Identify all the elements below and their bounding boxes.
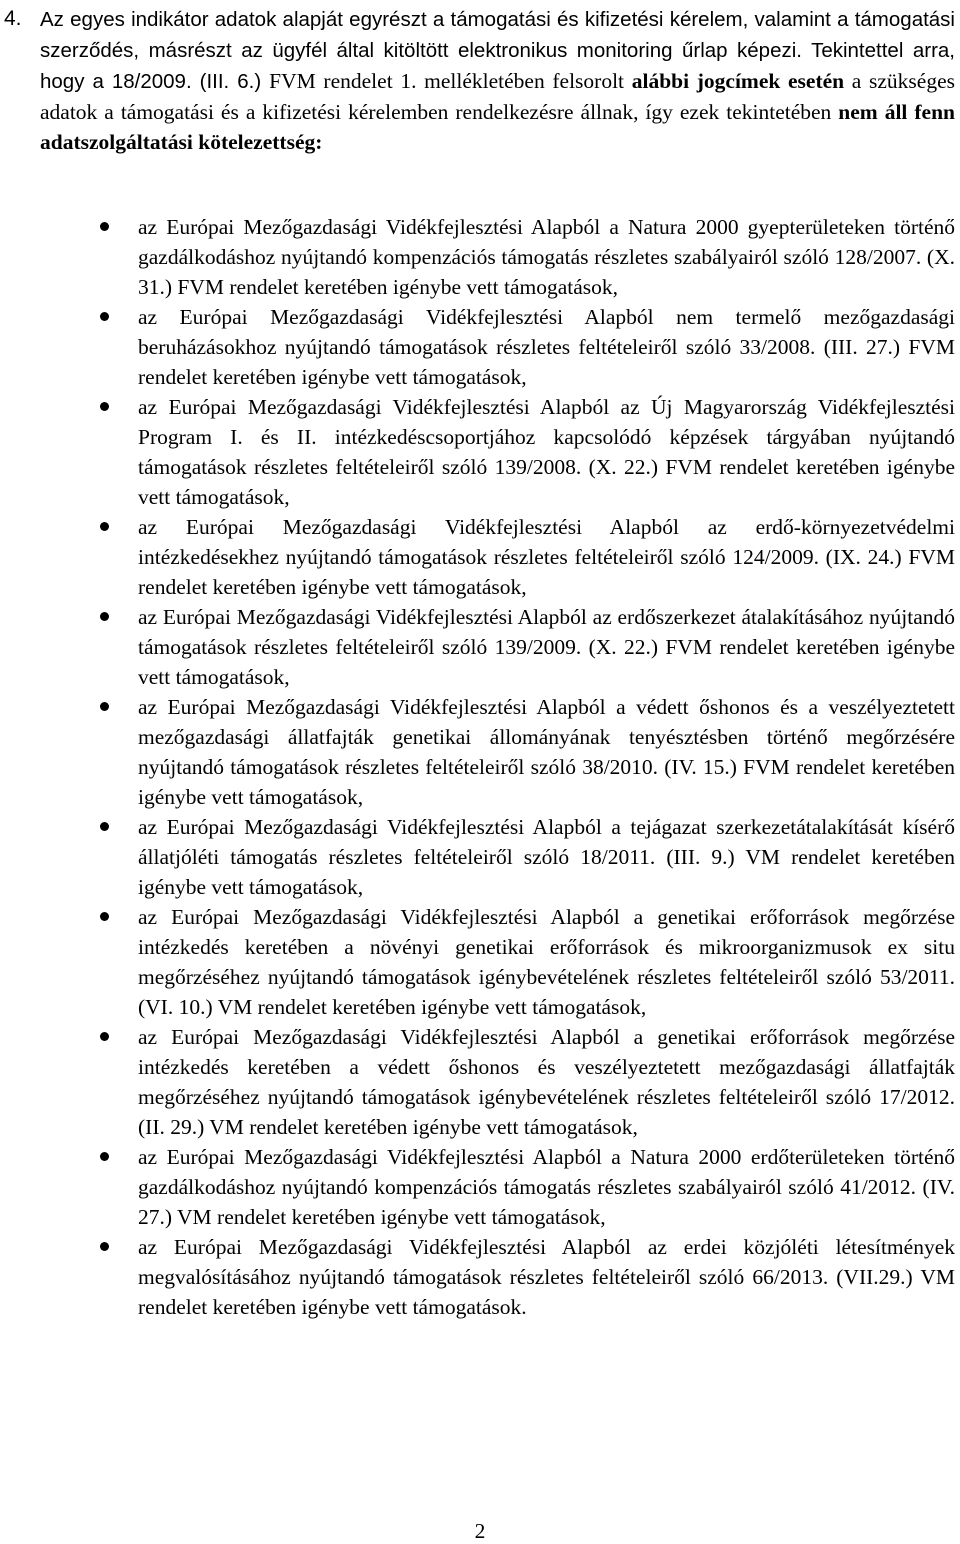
list-item — [0, 392, 960, 512]
bullet-icon — [100, 402, 109, 411]
list-item-text: az Európai Mezőgazdasági Vidékfejlesztési Alapból a védett őshonos és a veszélyeztetett mezőgazdasági állatfajták genetikai állományának tenyésztésben történő megőrzésére nyújtandó támogatások részletes feltételeiről szóló 38/2010. (IV. 15.) FVM rendelet keretében igénybe vett támogatások, — [138, 695, 955, 809]
list-item-text: az Európai Mezőgazdasági Vidékfejlesztési Alapból a Natura 2000 erdőterületeken történő gazdálkodáshoz nyújtandó kompenzációs támogatás részletes szabályairól szóló 41/2012. (IV. 27.) VM rendelet keretében igénybe vett támogatások, — [138, 1145, 955, 1229]
paragraph-middle-text: a szükséges adatok a támogatási és a kifizetési kérelemben rendelkezésre állnak, így ezek tekintetében — [40, 69, 955, 124]
list-item-text: az Európai Mezőgazdasági Vidékfejlesztési Alapból az erdő-környezetvédelmi intézkedésekhez nyújtandó támogatások részletes feltételeiről szóló 124/2009. (IX. 24.) FVM rendelet keretében igénybe vett támogatások, — [138, 515, 955, 599]
bullet-icon — [100, 612, 109, 621]
bullet-icon — [100, 522, 109, 531]
list-item — [0, 602, 960, 692]
list-item-text: az Európai Mezőgazdasági Vidékfejlesztési Alapból nem termelő mezőgazdasági beruházásokhoz nyújtandó támogatások részletes feltételeiről szóló 33/2008. (III. 27.) FVM rendelet keretében igénybe vett támogatások, — [138, 305, 955, 389]
bullet-icon — [100, 1242, 109, 1251]
bullet-icon — [100, 912, 109, 921]
bullet-icon — [100, 1032, 109, 1041]
list-item-text: az Európai Mezőgazdasági Vidékfejlesztési Alapból a genetikai erőforrások megőrzése intézkedés keretében a növényi genetikai erőforrások és mikroorganizmusok ex situ megőrzéséhez nyújtandó támogatások igénybevételének részletes feltételeiről szóló 53/2011. (VI. 10.) VM rendelet keretében igénybe vett támogatások, — [138, 905, 955, 1019]
list-item — [0, 1142, 960, 1232]
bullet-icon — [100, 222, 109, 231]
intro-text-continued: FVM rendelet 1. mellékletében felsorolt — [269, 69, 632, 93]
list-item — [0, 1232, 960, 1322]
list-item — [0, 302, 960, 392]
list-item-text: az Európai Mezőgazdasági Vidékfejlesztési Alapból az erdőszerkezet átalakításához nyújtandó támogatások részletes feltételeiről szóló 139/2009. (X. 22.) FVM rendelet keretében igénybe vett támogatások, — [138, 605, 955, 689]
list-item — [0, 902, 960, 1022]
item-number: 4. — [4, 7, 22, 30]
bullet-icon — [100, 312, 109, 321]
list-item-text: az Európai Mezőgazdasági Vidékfejlesztési Alapból az Új Magyarország Vidékfejlesztési Program I. és II. intézkedéscsoportjához kapcsolódó képzések tárgyában nyújtandó támogatások részletes feltételeiről szóló 139/2008. (X. 22.) FVM rendelet keretében igénybe vett támogatások, — [138, 395, 955, 509]
list-item — [0, 212, 960, 302]
list-item-text: az Európai Mezőgazdasági Vidékfejlesztési Alapból a Natura 2000 gyepterületeken történő gazdálkodáshoz nyújtandó kompenzációs támogatás részletes szabályairól szóló 128/2007. (X. 31.) FVM rendelet keretében igénybe vett támogatások, — [138, 215, 955, 299]
emphasis-legal-titles: alábbi jogcímek esetén — [631, 69, 845, 93]
list-item-text: az Európai Mezőgazdasági Vidékfejlesztési Alapból a genetikai erőforrások megőrzése intézkedés keretében a védett őshonos és veszélyeztetett mezőgazdasági állatfajták megőrzéséhez nyújtandó támogatások igénybevételének részletes feltételeiről szóló 17/2012. (II. 29.) VM rendelet keretében igénybe vett támogatások, — [138, 1025, 955, 1139]
bullet-icon — [100, 702, 109, 711]
bullet-icon — [100, 822, 109, 831]
list-item-text: az Európai Mezőgazdasági Vidékfejlesztési Alapból a tejágazat szerkezetátalakítását kísérő állatjóléti támogatás részletes feltételeiről szóló 18/2011. (III. 9.) VM rendelet keretében igénybe vett támogatások, — [138, 815, 955, 899]
bullet-icon — [100, 1152, 109, 1161]
list-item — [0, 512, 960, 602]
list-item-text: az Európai Mezőgazdasági Vidékfejlesztési Alapból az erdei közjóléti létesítmények megvalósításához nyújtandó támogatások részletes feltételeiről szóló 66/2013. (VII.29.) VM rendelet keretében igénybe vett támogatások. — [138, 1235, 955, 1319]
list-item — [0, 692, 960, 812]
item-paragraph — [40, 4, 955, 157]
legal-basis-list — [0, 212, 960, 1322]
list-item — [0, 812, 960, 902]
emphasis-no-obligation: nem áll fenn adatszolgáltatási kötelezettség: — [40, 100, 955, 154]
page-number: 2 — [474, 1519, 486, 1543]
intro-text: Az egyes indikátor adatok alapját egyrészt a támogatási és kifizetési kérelem, valamint a támogatási szerződés, másrészt az ügyfél által kitöltött elektronikus monitoring űrlap képezi. Tekintettel arra, hogy a 18/2009. (III. 6.) — [40, 8, 955, 93]
list-item — [0, 1022, 960, 1142]
